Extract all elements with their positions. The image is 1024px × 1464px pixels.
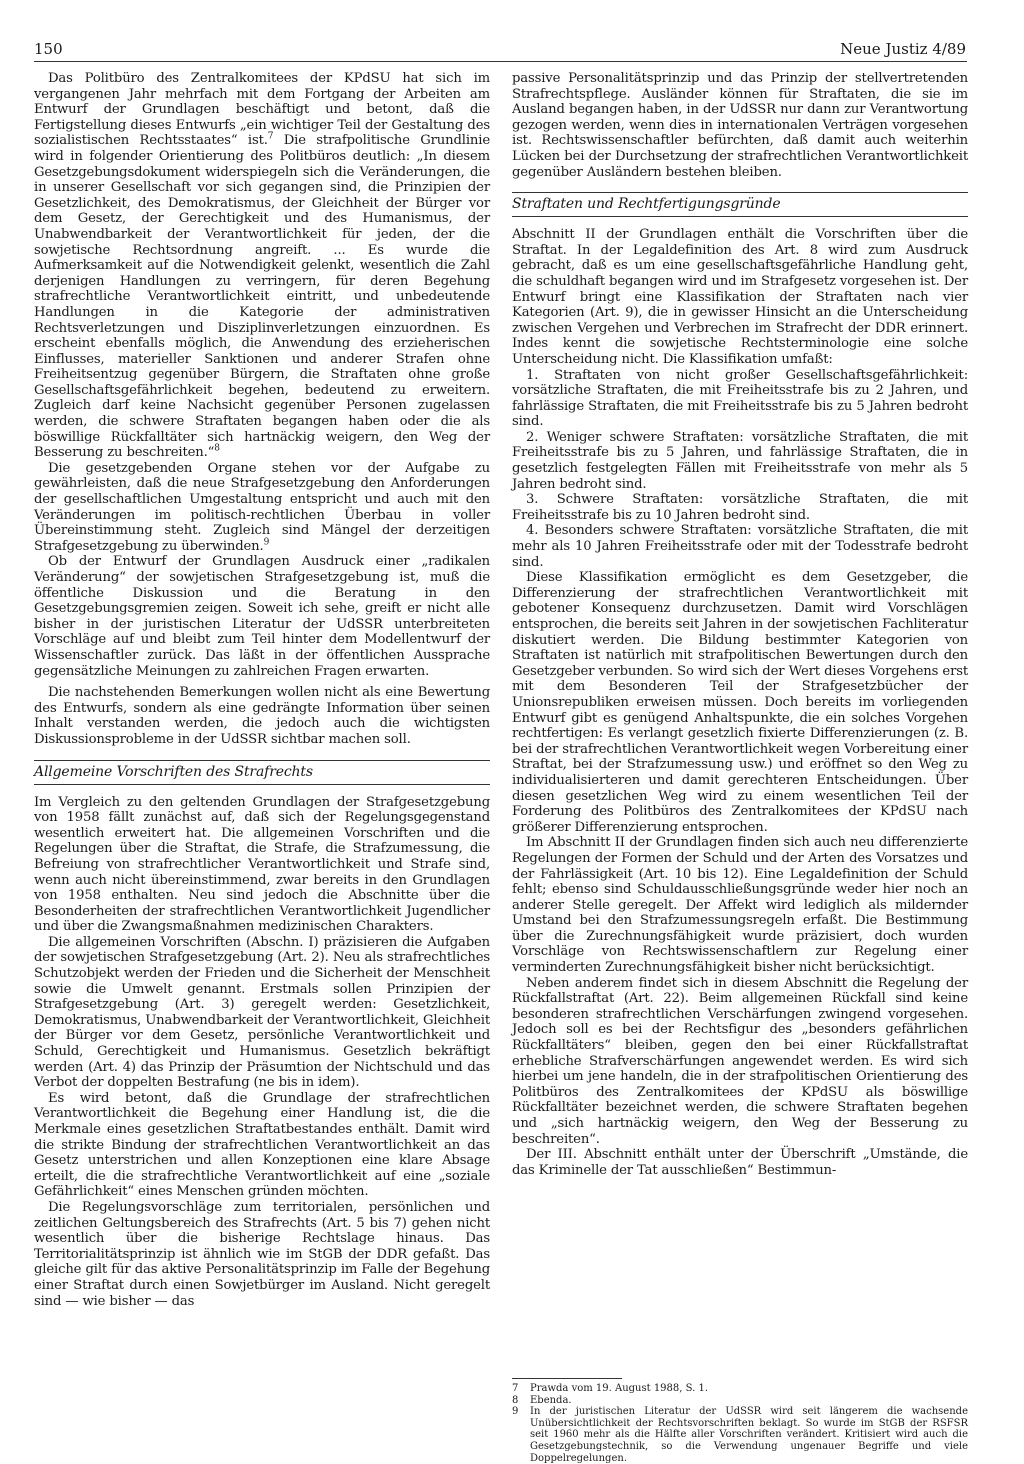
journal-issue: Neue Justiz 4/89	[840, 40, 966, 58]
section-heading-block	[512, 192, 968, 217]
paragraph: Im Vergleich zu den geltenden Grundlagen der Strafgesetzgebung von 1958 fällt zunächst auf, daß sich der Regelungsgegenstand wesentlich erweitert hat. Die allgemeinen Vorschriften und die Regelungen über die Straftat, die Strafe, die Strafzumessung, die Befreiung von strafrechtlicher Verantwortlichkeit und Strafe sind, wenn auch nicht übereinstimmend, zwar bereits in den Grundlagen von 1958 enthalten. Neu sind jedoch die Abschnitte über die Besonderheiten der strafrechtlichen Verantwortlichkeit Jugendlicher und über die Zwangsmaßnahmen medizinischen Charakters.	[34, 794, 490, 935]
footnote-rule	[512, 1378, 622, 1379]
right-column	[512, 71, 968, 1178]
paragraph	[34, 461, 490, 555]
footnote-number: 8	[512, 1394, 519, 1406]
paragraph: Diese Klassifikation ermöglicht es dem Gesetzgeber, die Differenzierung der strafrechtlichen Verantwortlichkeit mit gebotener Konsequenz durchzusetzen. Damit wird Vorschlägen entsprochen, die bereits seit Jahren in der sowjetischen Fachliteratur diskutiert werden. Die Bildung bestimmter Kategorien von Straftaten ist natürlich mit strafpolitischen Bewertungen durch den Gesetzgeber verbunden. So wird sich der Wert dieses Vorgehens erst mit dem Besonderen Teil der Strafgesetzbücher der Unionsrepubliken erweisen müssen. Doch bereits im vorliegenden Entwurf gibt es genügend Anhaltspunkte, die ein solches Vorgehen rechtfertigen: Es verlangt gesetzlich fixierte Differenzierungen (z. B. bei der strafrechtlichen Verantwortlichkeit wegen Vorbereitung einer Straftat, bei der Strafzumessung usw.) und eröffnet so den Weg zu individualisierteren und damit gerechteren Entscheidungen. Über diesen gesetzlichen Weg wird zu einem wesentlichen Teil der Forderung des Politbüros des Zentralkomitees der KPdSU nach größerer Differenzierung entsprochen.	[512, 570, 968, 835]
section-heading-block	[34, 760, 490, 785]
footnote	[512, 1395, 968, 1407]
footnote	[512, 1406, 968, 1464]
footnote-ref: 8	[214, 443, 220, 454]
list-item: 3. Schwere Straftaten: vorsätzliche Straftaten, die mit Freiheitsstrafe bis zu 10 Jahren bedroht sind.	[512, 492, 968, 523]
paragraph: Der III. Abschnitt enthält unter der Überschrift „Umstände, die das Kriminelle der Tat ausschließen“ Bestimmun-	[512, 1147, 968, 1178]
header-rule	[34, 61, 967, 62]
list-item: 1. Straftaten von nicht großer Gesellschaftsgefährlichkeit: vorsätzliche Straftaten, die mit Freiheitsstrafe bis zu 2 Jahren, und fahrlässige Straftaten, die mit Freiheitsstrafe bis zu 5 Jahren bedroht sind.	[512, 367, 968, 430]
footnote-text: Ebenda.	[530, 1394, 572, 1406]
list-item: 4. Besonders schwere Straftaten: vorsätzliche Straftaten, die mit mehr als 10 Jahren Freiheitsstrafe oder mit der Todesstrafe bedroht sind.	[512, 523, 968, 570]
paragraph: Die allgemeinen Vorschriften (Abschn. I) präzisieren die Aufgaben der sowjetischen Strafgesetzgebung (Art. 2). Neu als strafrechtliches Schutzobjekt werden der Frieden und die Sicherheit der Menschheit sowie die Umwelt genannt. Erstmals sollen Prinzipien der Strafgesetzgebung (Art. 3) geregelt werden: Gesetzlichkeit, Demokratismus, Unabwendbarkeit der Verantwortlichkeit, Gleichheit der Bürger vor dem Gesetz, persönliche Verantwortlichkeit und Schuld, Gerechtigkeit und Humanismus. Gesetzlich bekräftigt werden (Art. 4) das Prinzip der Präsumtion der Nichtschuld und das Verbot der doppelten Bestrafung (ne bis in idem).	[34, 934, 490, 1091]
footnote	[512, 1383, 968, 1395]
paragraph: Die nachstehenden Bemerkungen wollen nicht als eine Bewertung des Entwurfs, sondern als eine gedrängte Information über seinen Inhalt verstanden werden, die jedoch auch die wichtigsten Diskussionsprobleme in der UdSSR sichtbar machen soll.	[34, 685, 490, 747]
section-title: Allgemeine Vorschriften des Strafrechts	[34, 763, 490, 785]
footnote-ref: 9	[263, 537, 270, 548]
paragraph	[34, 71, 490, 461]
footnote-number: 9	[512, 1406, 519, 1418]
paragraph: Abschnitt II der Grundlagen enthält die Vorschriften über die Straftat. In der Legaldefinition des Art. 8 wird zum Ausdruck gebracht, daß es um eine gesellschaftsgefährliche Handlung geht, die schuldhaft begangen wird und im Strafgesetz vorgesehen ist. Der Entwurf bringt eine Klassifikation der Straftaten nach vier Kategorien (Art. 9), die in gewisser Hinsicht an die Unterscheidung zwischen Vergehen und Verbrechen im Strafrecht der DDR erinnert. Indes kennt die sowjetische Rechtsterminologie eine solche Unterscheidung nicht. Die Klassifikation umfaßt:	[512, 227, 968, 367]
left-column	[34, 71, 490, 1309]
paragraph: passive Personalitätsprinzip und das Prinzip der stellvertretenden Strafrechtspflege. Ausländer können für Straftaten, die sie im Ausland begangen haben, in der UdSSR nur dann zur Verantwortung gezogen werden, wenn dies in internationalen Verträgen vorgesehen ist. Rechtswissenschaftler befürchten, daß damit auch weiterhin Lücken bei der Durchsetzung der strafrechtlichen Verantwortlichkeit gegenüber Ausländern bestehen bleiben.	[512, 71, 968, 180]
paragraph: Die Regelungsvorschläge zum territorialen, persönlichen und zeitlichen Geltungsbereich des Strafrechts (Art. 5 bis 7) gehen nicht wesentlich über die bisherige Rechtslage hinaus. Das Territorialitätsprinzip ist ähnlich wie im StGB der DDR gefaßt. Das gleiche gilt für das aktive Personalitätsprinzip im Falle der Begehung einer Straftat durch einen Sowjetbürger im Ausland. Nicht geregelt sind — wie bisher — das	[34, 1199, 490, 1309]
footnote-text: Prawda vom 19. August 1988, S. 1.	[530, 1383, 709, 1394]
footnote-number: 7	[512, 1383, 519, 1394]
paragraph: Es wird betont, daß die Grundlage der strafrechtlichen Verantwortlichkeit die Begehung einer Handlung ist, die die Merkmale eines gesetzlichen Straftatbestandes enthält. Damit wird die strikte Bindung der strafrechtlichen Verantwortlichkeit an das Gesetz unterstrichen und allen Konzeptionen eine klare Absage erteilt, die die strafrechtliche Verantwortlichkeit auf eine „soziale Gefährlichkeit“ eines Menschen gründen möchten.	[34, 1090, 490, 1200]
footnote-ref: 7	[267, 131, 274, 142]
paragraph: Ob der Entwurf der Grundlagen Ausdruck einer „radikalen Veränderung“ der sowjetischen Strafgesetzgebung ist, muß die öffentliche Diskussion und die Beratung in den Gesetzgebungsgremien zeigen. Soweit ich sehe, greift er nicht alle bisher in der juristischen Literatur der UdSSR unterbreiteten Vorschläge auf und bleibt zum Teil hinter dem Modellentwurf der Wissenschaftler zurück. Das läßt in der öffentlichen Aussprache gegensätzliche Meinungen zu zahlreichen Fragen erwarten.	[34, 554, 490, 679]
paragraph: Neben anderem findet sich in diesem Abschnitt die Regelung der Rückfallstraftat (Art. 22). Beim allgemeinen Rückfall sind keine besonderen strafrechtlichen Verschärfungen zwingend vorgesehen. Jedoch soll es bei der Rechtsfigur des „besonders gefährlichen Rückfalltäters“ bleiben, gegen den bei einer Rückfallstraftat erhebliche Strafverschärfungen angewendet werden. Es wird sich hierbei um jene handeln, die in der strafpolitischen Orientierung des Politbüros des Zentralkomitees der KPdSU als böswillige Rückfalltäter bezeichnet werden, die schwere Straftaten begehen und „sich hartnäckig weigern, den Weg der Besserung zu beschreiten“.	[512, 975, 968, 1147]
list-item: 2. Weniger schwere Straftaten: vorsätzliche Straftaten, die mit Freiheitsstrafe bis zu 5 Jahren, und fahrlässige Straftaten, die in gesetzlich festgelegten Fällen mit Freiheitsstrafe von mehr als 5 Jahren bedroht sind.	[512, 429, 968, 492]
paragraph-text: Das Politbüro des Zentralkomitees der KPdSU hat sich im vergangenen Jahr mehrfach mit dem Fortgang der Arbeiten am Entwurf der Grundlagen beschäftigt und betont, daß die Fertigstellung dieses Entwurfs „ein wichtiger Teil der Gestaltung des sozialistischen Rechtsstaates“ ist.	[34, 71, 490, 149]
section-title: Straftaten und Rechtfertigungsgründe	[512, 195, 968, 217]
paragraph: Im Abschnitt II der Grundlagen finden sich auch neu differenzierte Regelungen der Formen der Schuld und der Arten des Vorsatzes und der Fahrlässigkeit (Art. 10 bis 12). Eine Legaldefinition der Schuld fehlt; ebenso sind Schuldausschließungsgründe weder hier noch an anderer Stelle geregelt. Der Affekt wird lediglich als mildernder Umstand bei den Strafzumessungsregeln erfaßt. Die Bestimmung über die Zurechnungsfähigkeit wurde präzisiert, doch wurden Vorschläge von Rechtswissenschaftlern zur Regelung einer verminderten Zurechnungsfähigkeit bisher nicht berücksichtigt.	[512, 835, 968, 976]
paragraph-text: Die gesetzgebenden Organe stehen vor der Aufgabe zu gewährleisten, daß die neue Strafgesetzgebung den Anforderungen der gesellschaftlichen Umgestaltung entspricht und auch mit den Veränderungen im politisch-rechtlichen Überbau in voller Übereinstimmung steht. Zugleich sind Mängel der derzeitigen Strafgesetzgebung zu überwinden.	[34, 460, 490, 554]
page-number: 150	[34, 40, 63, 58]
footnote-text: In der juristischen Literatur der UdSSR wird seit längerem die wachsende Unübersichtlichkeit der Rechtsvorschriften beklagt. So wurde im StGB der RSFSR seit 1960 mehr als die Hälfte aller Vorschriften verändert. Kritisiert wird auch die Gesetzgebungstechnik, so die Verwendung ungenauer Begriffe und viele Doppelregelungen.	[530, 1406, 968, 1464]
paragraph-text: Die strafpolitische Grundlinie wird in folgender Orientierung des Politbüros deutlich: „In diesem Gesetzgebungsdokument widerspiegeln sich die Veränderungen, die in unserer Gesellschaft vor sich gegangen sind, die Prinzipien der Gesetzlichkeit, des Demokratismus, der Gleichheit der Bürger vor dem Gesetz, der Gerechtigkeit und des Humanismus, der Unabwendbarkeit der Verantwortlichkeit für jeden, der die sowjetische Rechtsordnung angreift. ... Es wurde die Aufmerksamkeit auf die Notwendigkeit gelenkt, wesentlich die Zahl derjenigen Handlungen zu verringern, für deren Begehung strafrechtliche Verantwortlichkeit eintritt, und unbedeutende Handlungen in die Kategorie der administrativen Rechtsverletzungen und Disziplinverletzungen einzuordnen. Es erscheint ebenfalls möglich, die Anwendung des erzieherischen Einflusses, materieller Sanktionen und anderer Strafen ohne Freiheitsentzug gegenüber Bürgern, die Straftaten ohne große Gesellschaftsgefährlichkeit begehen, bedeutend zu erweitern. Zugleich darf keine Nachsicht gegenüber Personen zugelassen werden, die schwere Straftaten begangen haben oder die als böswillige Rückfalltäter sich hartnäckig weigern, den Weg der Besserung zu beschreiten.“	[34, 133, 490, 461]
footnotes	[512, 1378, 968, 1464]
